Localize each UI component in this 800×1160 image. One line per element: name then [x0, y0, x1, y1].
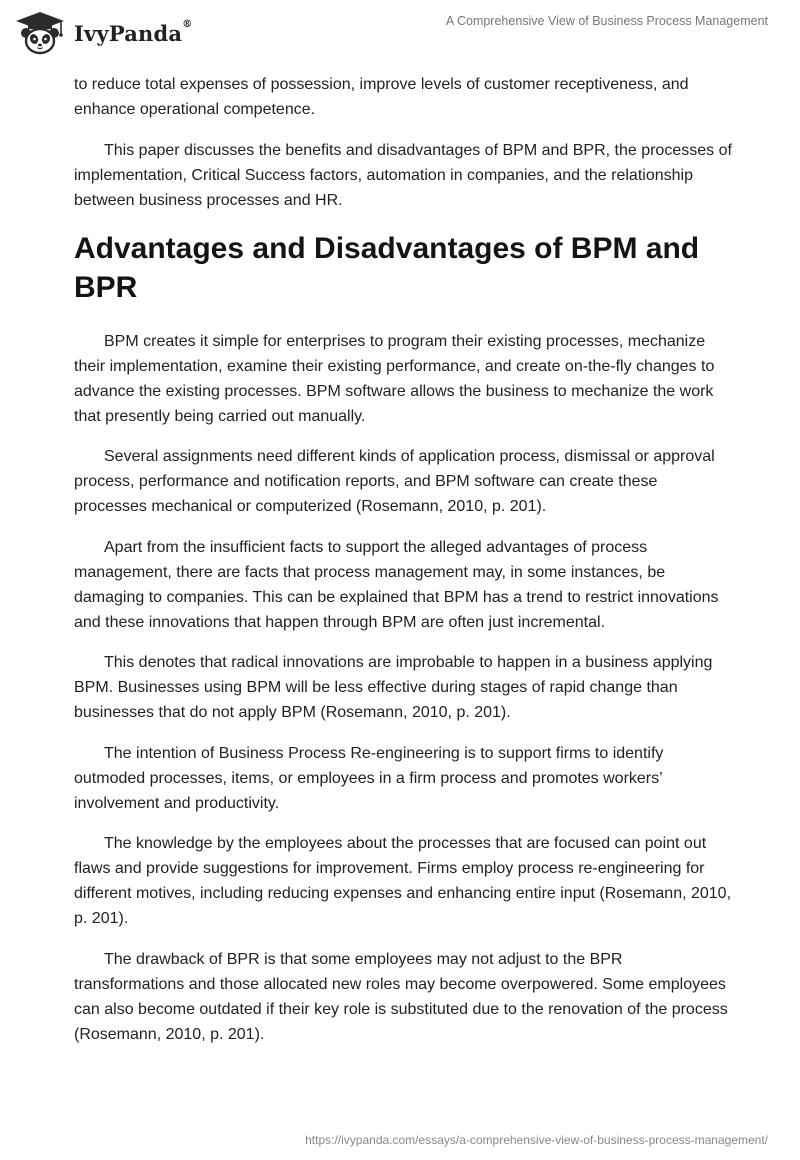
document-title: A Comprehensive View of Business Process Management [445, 14, 768, 28]
ivypanda-logo[interactable] [14, 10, 192, 56]
paragraph: BPM creates it simple for enterprises to program their existing processes, mechanize their implementation, examine their existing performance, and create on-the-fly changes to advance the existing processes. BPM software allows the business to mechanize the work that presently being carried out manually. [74, 332, 715, 425]
paragraph: This denotes that radical innovations are improbable to happen in a business applying BPM. Businesses using BPM will be less effective during stages of rapid change than businesses that do not apply BPM (Rosemann, 2010, p. 201). [74, 654, 713, 721]
paragraph-intro-continuation: to reduce total expenses of possession, improve levels of customer receptiveness, and enhance operational competence. [74, 76, 689, 118]
source-url[interactable]: https://ivypanda.com/essays/a-comprehensive-view-of-business-process-management/ [305, 1133, 768, 1147]
paragraph: The drawback of BPR is that some employees may not adjust to the BPR transformations and those allocated new roles may become overpowered. Some employees can also become outdated if their key role is substituted due to the renovation of the process (Rosemann, 2010, p. 201). [74, 950, 728, 1043]
paragraph-intro: This paper discusses the benefits and disadvantages of BPM and BPR, the processes of implementation, Critical Success factors, automation in companies, and the relationship between business processes and HR. [74, 141, 732, 209]
panda-graduate-icon [14, 10, 66, 56]
brand-name: IvyPanda® [74, 18, 193, 46]
section-heading: Advantages and Disadvantages of BPM and BPR [74, 231, 700, 304]
paragraph: The intention of Business Process Re-engineering is to support firms to identify outmoded processes, items, or employees in a firm process and promotes workers’ involvement and productivity. [74, 744, 664, 812]
essay-content [74, 72, 734, 1062]
paragraph: The knowledge by the employees about the processes that are focused can point out flaws and provide suggestions for improvement. Firms employ process re-engineering for different motives, including reducing expenses and enhancing entire input (Rosemann, 2010, p. 201). [74, 835, 732, 927]
registered-mark: ® [182, 18, 193, 30]
paragraph: Several assignments need different kinds of application process, dismissal or approval process, performance and notification reports, and BPM software can create these processes mechanical or computerized (Rosemann, 2010, p. 201). [74, 448, 715, 515]
page-header [0, 0, 800, 70]
paragraph: Apart from the insufficient facts to support the alleged advantages of process management, there are facts that process management may, in some instances, be damaging to companies. This can be explained that BPM has a trend to restrict innovations and these innovations that happen through BPM are often just incremental. [74, 538, 719, 631]
